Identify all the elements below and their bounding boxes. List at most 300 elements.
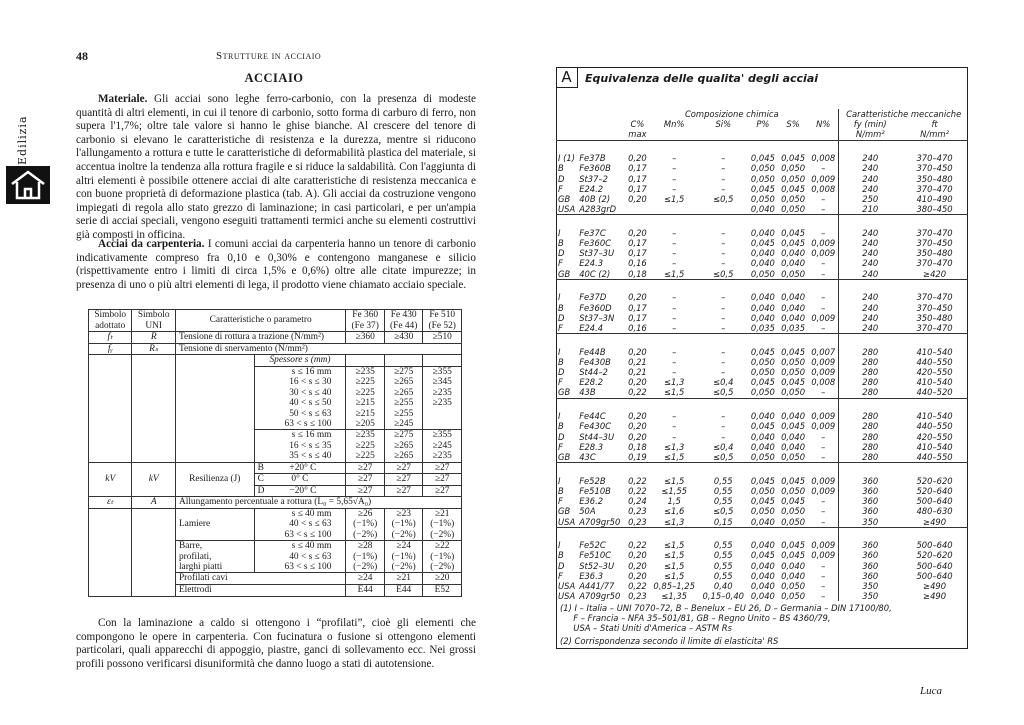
table-row [556, 313, 968, 323]
table-cell: 0,16 [628, 322, 647, 333]
table-cell: B [558, 421, 564, 432]
table-cell: – [821, 387, 826, 398]
table-cell: 0,009 [811, 173, 836, 184]
table-cell: USA [558, 516, 576, 527]
table-cell: 370–450 [916, 302, 953, 313]
table-cell: 420–550 [916, 367, 953, 378]
table-cell: ≤1,35 [661, 591, 687, 602]
table-cell: – [821, 496, 826, 507]
table-row [556, 540, 968, 550]
values-fe430: ≥24 (−1%) (−2%) [384, 541, 423, 573]
table-cell: – [821, 431, 826, 442]
table-cell: 0,045 [781, 496, 806, 507]
table-cell: GB [558, 387, 571, 398]
table-cell: 480–630 [916, 506, 953, 517]
table-cell: 0,045 [781, 153, 806, 164]
table-cell: ≤0,5 [713, 451, 734, 462]
table-cell: 0,040 [781, 258, 806, 269]
table-cell: 0,045 [781, 377, 806, 388]
values-fe360: ≥28 (−1%) (−2%) [346, 541, 385, 573]
table-cell: ≤1,3 [663, 516, 685, 527]
table-cell: – [721, 258, 726, 269]
table-cell: 0,55 [713, 550, 733, 561]
table-cell: 0,045 [750, 183, 775, 194]
table-cell: ≥490 [923, 516, 947, 527]
table-cell: 360 [839, 571, 901, 581]
table-cell: 350 [839, 581, 901, 591]
table-cell: F [558, 496, 563, 507]
parameter: Tensione di snervamento (N/mm²) [175, 343, 461, 355]
parameter: Tensione di rottura a trazione (N/mm²) [175, 332, 346, 344]
table-cell: – [821, 193, 826, 204]
table-cell: USA [558, 204, 576, 215]
table-cell: 0,009 [811, 312, 836, 323]
table-cell: St44–2 [579, 367, 608, 378]
thickness-ranges: s ≤ 40 mm 40 < s ≤ 63 63 < s ≤ 100 [254, 509, 346, 541]
table-cell: – [821, 516, 826, 527]
table-cell: 350–480 [916, 173, 953, 184]
table-cell: 240 [839, 258, 901, 268]
table-cell: – [672, 312, 677, 323]
test-temperature: −20° C [289, 485, 317, 496]
table-cell: 410–540 [916, 411, 953, 422]
table-cell: 0,040 [750, 258, 775, 269]
table-cell: 0,045 [750, 550, 775, 561]
table-cell: GB [558, 193, 571, 204]
table-cell: – [672, 322, 677, 333]
table-cell: 0,040 [781, 560, 806, 571]
table-cell: Fe44C [579, 411, 606, 422]
value: ≥27 [423, 485, 462, 497]
table-cell: – [721, 312, 726, 323]
table-cell: – [672, 163, 677, 174]
table-cell: 0,20 [628, 153, 647, 164]
table-cell: 350 [839, 591, 901, 601]
table-cell: E36.2 [579, 496, 604, 507]
table-cell: 0,20 [628, 570, 647, 581]
table-cell: 0,009 [811, 411, 836, 422]
table-cell: 0,15–0,40 [702, 591, 744, 602]
table-cell: F [558, 258, 563, 269]
table-cell: D [558, 560, 565, 571]
table-cell: – [721, 153, 726, 164]
table-row [556, 581, 968, 591]
table-cell: 0,050 [750, 485, 775, 496]
table-cell: 0,040 [750, 591, 775, 602]
table-cell: 280 [839, 411, 901, 421]
table-cell: F [558, 183, 563, 194]
table-cell: 0,040 [750, 540, 775, 551]
table-cell: – [721, 367, 726, 378]
symbol: kV [89, 462, 132, 497]
table-cell: – [821, 451, 826, 462]
test-temperature: 0° C [291, 474, 309, 485]
test-temperature: +20° C [289, 462, 317, 473]
table-cell: 0,045 [750, 346, 775, 357]
table-cell: 0,050 [750, 268, 775, 279]
table-cell: – [672, 346, 677, 357]
table-cell: 0,050 [750, 163, 775, 174]
table-cell: 440–520 [916, 387, 953, 398]
table-cell: 0,050 [750, 451, 775, 462]
value: ≥27 [423, 474, 462, 486]
header-fy-unit: N/mm² [839, 129, 901, 140]
table-cell: ≥490 [923, 581, 947, 592]
value: ≥24 [346, 573, 385, 585]
table-cell: 0,17 [628, 173, 647, 184]
table-cell: 0,045 [781, 421, 806, 432]
table-cell: Fe52C [579, 540, 606, 551]
paragraph-carpenteria [76, 238, 476, 292]
table-cell: 370–470 [916, 292, 953, 303]
header-uni: Simbolo UNI [132, 310, 175, 332]
header-fe360: Fe 360 (Fe 37) [346, 310, 385, 332]
table-cell: – [721, 411, 726, 422]
values-fe360: ≥235 ≥225 ≥225 ≥215 ≥215 ≥205 [346, 366, 385, 429]
table-row [556, 506, 968, 516]
section-label: Edilizia [16, 115, 29, 165]
table-cell: 280 [839, 452, 901, 463]
table-cell: 0,050 [750, 387, 775, 398]
table-cell: ≤0,5 [713, 387, 734, 398]
table-row [556, 550, 968, 560]
table-cell: – [672, 302, 677, 313]
table-cell: ≤1,5 [663, 451, 685, 462]
table-header [556, 119, 968, 129]
table-cell: 0,050 [781, 173, 806, 184]
table-cell: 440–550 [916, 451, 953, 462]
table-cell: 0,040 [781, 302, 806, 313]
table-header [89, 310, 462, 332]
table-cell: 0,17 [628, 302, 647, 313]
table-cell: – [672, 367, 677, 378]
table-cell: 0,17 [628, 248, 647, 259]
table-row [556, 476, 968, 486]
table-cell: – [821, 560, 826, 571]
value: ≥21 [384, 573, 423, 585]
table-cell: 0,040 [781, 292, 806, 303]
table-row [556, 486, 968, 496]
table-cell: I [558, 346, 561, 357]
value: E44 [384, 585, 423, 597]
table-cell: 0,045 [781, 550, 806, 561]
table-cell: 360 [839, 476, 901, 486]
table-cell: – [821, 258, 826, 269]
table-cell: F [558, 570, 563, 581]
product-type: Lamiere [175, 509, 254, 541]
table-cell: 0,045 [781, 475, 806, 486]
table-row [556, 163, 968, 173]
table-cell: St37–3U [579, 248, 615, 259]
table-cell: 0,050 [781, 163, 806, 174]
table-cell: 0,050 [750, 367, 775, 378]
uni-symbol: kV [132, 462, 175, 497]
table-cell: Fe37C [579, 227, 606, 238]
table-cell: – [821, 204, 826, 215]
table-cell: – [821, 302, 826, 313]
table-row [556, 442, 968, 452]
values-fe430: ≥275 ≥265 ≥265 [384, 430, 423, 462]
value: E44 [346, 585, 385, 597]
table-row [556, 228, 968, 238]
table-cell: – [672, 183, 677, 194]
table-cell: 0,040 [750, 581, 775, 592]
table-cell: 210 [839, 204, 901, 215]
header-fy: fy (min) [839, 119, 901, 129]
values-fe510: ≥355 ≥345 ≥235 ≥235 [423, 366, 462, 429]
table-cell: F [558, 441, 563, 452]
table-cell: 0,045 [781, 183, 806, 194]
table-cell: Fe37D [579, 292, 607, 303]
table-cell: 280 [839, 442, 901, 452]
table-cell: 0,050 [781, 268, 806, 279]
value: ≥27 [423, 462, 462, 474]
table-cell: – [672, 238, 677, 249]
table-cell: 0,22 [628, 581, 647, 592]
table-cell: E28.3 [579, 441, 604, 452]
header-cmax: max [625, 129, 649, 140]
value: ≥27 [384, 485, 423, 497]
table-cell: A709gr50 [579, 516, 621, 527]
table-cell: 380–450 [916, 204, 953, 215]
table-cell [625, 204, 649, 215]
values-fe510: ≥355 ≥245 ≥235 [423, 430, 462, 462]
table-cell: 0,040 [750, 570, 775, 581]
table-row [556, 323, 968, 334]
table-row [89, 509, 462, 541]
table-cell: 240 [839, 323, 901, 334]
table-cell: 0,009 [811, 540, 836, 551]
table-cell: 0,050 [781, 356, 806, 367]
table-cell: 0,23 [628, 591, 647, 602]
table-row [89, 462, 462, 474]
table-cell: 0,85–1,25 [653, 581, 695, 592]
table-cell: 0,040 [750, 312, 775, 323]
table-cell: 0,20 [628, 227, 647, 238]
table-cell: 0,050 [781, 516, 806, 527]
table-cell: I [558, 411, 561, 422]
table-cell: 0,20 [628, 421, 647, 432]
table-cell: 0,045 [750, 421, 775, 432]
table-cell: – [721, 163, 726, 174]
table-row [556, 452, 968, 463]
table-cell: ≤1,5 [663, 268, 685, 279]
page-number: 48 [76, 49, 88, 63]
table-cell: 0,050 [781, 193, 806, 204]
table-cell: 0,040 [750, 411, 775, 422]
table-cell: 0,050 [781, 451, 806, 462]
table-cell: – [672, 173, 677, 184]
table-cell: 0,045 [781, 540, 806, 551]
table-cell: – [672, 431, 677, 442]
table-cell: E28.2 [579, 377, 604, 388]
table-cell: 0,009 [811, 550, 836, 561]
table-cell: GB [558, 451, 571, 462]
table-cell: – [821, 591, 826, 602]
table-row [556, 347, 968, 357]
table-row [556, 517, 968, 528]
header-fe430: Fe 430 (Fe 44) [384, 310, 423, 332]
table-cell: 0,17 [628, 312, 647, 323]
thickness-header: Spessore s (mm) [254, 355, 346, 367]
table-row [89, 355, 462, 367]
table-row [556, 292, 968, 302]
table-cell: – [821, 570, 826, 581]
table-row [556, 258, 968, 268]
table-cell: B [558, 485, 564, 496]
table-cell: ≤0,5 [713, 506, 734, 517]
table-row [556, 248, 968, 258]
table-cell: 0,040 [750, 302, 775, 313]
table-cell: 0,045 [750, 475, 775, 486]
table-cell: F [558, 377, 563, 388]
table-cell: USA [558, 591, 576, 602]
quality-grade: C [257, 474, 264, 485]
table-cell: GB [558, 506, 571, 517]
table-cell: 240 [839, 269, 901, 280]
table-cell: 0,040 [750, 431, 775, 442]
table-cell: – [821, 163, 826, 174]
values-fe510: ≥22 (−1%) (−2%) [423, 541, 462, 573]
value: ≥20 [423, 573, 462, 585]
table-cell: ≤1,5 [663, 387, 685, 398]
value: ≥510 [423, 332, 462, 344]
running-head: Strutture in acciaio [216, 50, 322, 62]
table-cell: 0,050 [781, 367, 806, 378]
table-cell: B [558, 356, 564, 367]
table-cell: 0,009 [811, 421, 836, 432]
table-cell: ≤1,3 [663, 441, 685, 452]
table-cell: 360 [839, 550, 901, 560]
table-cell: Fe510B [579, 485, 611, 496]
table-cell: 0,19 [628, 451, 647, 462]
table-cell: 500–640 [916, 570, 953, 581]
table-cell: ≤1,5 [663, 560, 685, 571]
table-cell: ≤0,5 [713, 268, 734, 279]
table-cell: – [721, 356, 726, 367]
table-cell: Fe360C [579, 238, 611, 249]
table-cell: 0,040 [750, 227, 775, 238]
table-cell: – [721, 238, 726, 249]
table-cell: E24.3 [579, 258, 604, 269]
table-row [89, 343, 462, 355]
value: ≥430 [384, 332, 423, 344]
equivalence-table [556, 109, 968, 601]
table-cell: 520–620 [916, 475, 953, 486]
table-cell: Fe430B [579, 356, 611, 367]
table-row [556, 204, 968, 215]
values-fe510: ≥21 (−1%) (−2%) [423, 509, 462, 541]
table-cell: – [672, 153, 677, 164]
table-cell: 0,17 [628, 163, 647, 174]
table-cell: 0,21 [628, 356, 647, 367]
group-spacer [556, 334, 968, 347]
table-cell: I [558, 292, 561, 303]
table-cell: Fe37B [579, 153, 606, 164]
table-cell: – [672, 227, 677, 238]
table-cell: 280 [839, 432, 901, 442]
table-cell: E24.2 [579, 183, 604, 194]
table-cell: 410–540 [916, 377, 953, 388]
group-spacer [556, 398, 968, 411]
paragraph-heading: Acciai da carpenteria. [98, 238, 205, 250]
table-row [556, 269, 968, 280]
group-spacer [556, 215, 968, 228]
table-cell: 370–470 [916, 258, 953, 269]
table-cell: I [558, 227, 561, 238]
table-cell: ≤1,3 [663, 377, 685, 388]
table-cell: 0,17 [628, 238, 647, 249]
table-cell: 500–640 [916, 540, 953, 551]
table-cell: D [558, 367, 565, 378]
table-cell: ≤0,4 [713, 441, 734, 452]
header-mn: Mn% [663, 119, 685, 130]
table-cell: – [672, 411, 677, 422]
table-cell [699, 204, 748, 215]
table-cell: 240 [839, 184, 901, 194]
table-cell: – [821, 322, 826, 333]
table-cell: 0,55 [713, 540, 733, 551]
table-row [556, 591, 968, 601]
table-cell: A709gr50 [579, 591, 621, 602]
table-cell: 420–550 [916, 431, 953, 442]
symbol: fₜ [89, 332, 132, 344]
table-cell: 370–470 [916, 183, 953, 194]
table-cell: 360 [839, 496, 901, 506]
header-symbol: Simbolo adottato [89, 310, 132, 332]
table-cell: 0,22 [628, 475, 647, 486]
table-cell: 0,050 [750, 356, 775, 367]
table-cell: St37–3N [579, 312, 615, 323]
header-p: P% [756, 119, 770, 130]
table-row [556, 238, 968, 248]
table-cell: 0,21 [628, 367, 647, 378]
header-mechanical: Caratteristiche meccaniche [839, 109, 968, 119]
table-cell: 370–450 [916, 238, 953, 249]
table-cell: 0,040 [781, 248, 806, 259]
quality-grade: B [257, 462, 264, 473]
table-title: Equivalenza delle qualita' degli acciai [585, 72, 819, 85]
table-cell: 0,050 [781, 387, 806, 398]
table-cell: 0,045 [781, 238, 806, 249]
value: ≥27 [346, 485, 385, 497]
table-cell: 280 [839, 387, 901, 398]
equivalence-body [556, 140, 968, 601]
product-type: Profilati cavi [175, 573, 346, 585]
table-cell: Fe52B [579, 475, 606, 486]
table-cell: 0,55 [713, 560, 733, 571]
table-cell: 370–470 [916, 227, 953, 238]
table-row [556, 184, 968, 194]
table-cell: – [672, 421, 677, 432]
table-cell: 240 [839, 153, 901, 163]
house-icon [6, 166, 50, 204]
table-cell: 0,045 [750, 496, 775, 507]
table-cell: 50A [579, 506, 596, 517]
table-cell: – [672, 258, 677, 269]
table-cell: 0,008 [811, 183, 836, 194]
table-cell: – [721, 292, 726, 303]
table-cell: 0,040 [750, 441, 775, 452]
table-cell: 0,009 [811, 356, 836, 367]
value: ≥27 [346, 462, 385, 474]
table-cell: 0,045 [750, 153, 775, 164]
table-cell: – [672, 356, 677, 367]
table-cell: E36.3 [579, 570, 604, 581]
table-cell: Fe44B [579, 346, 606, 357]
table-row [556, 377, 968, 387]
table-cell: GB [558, 268, 571, 279]
